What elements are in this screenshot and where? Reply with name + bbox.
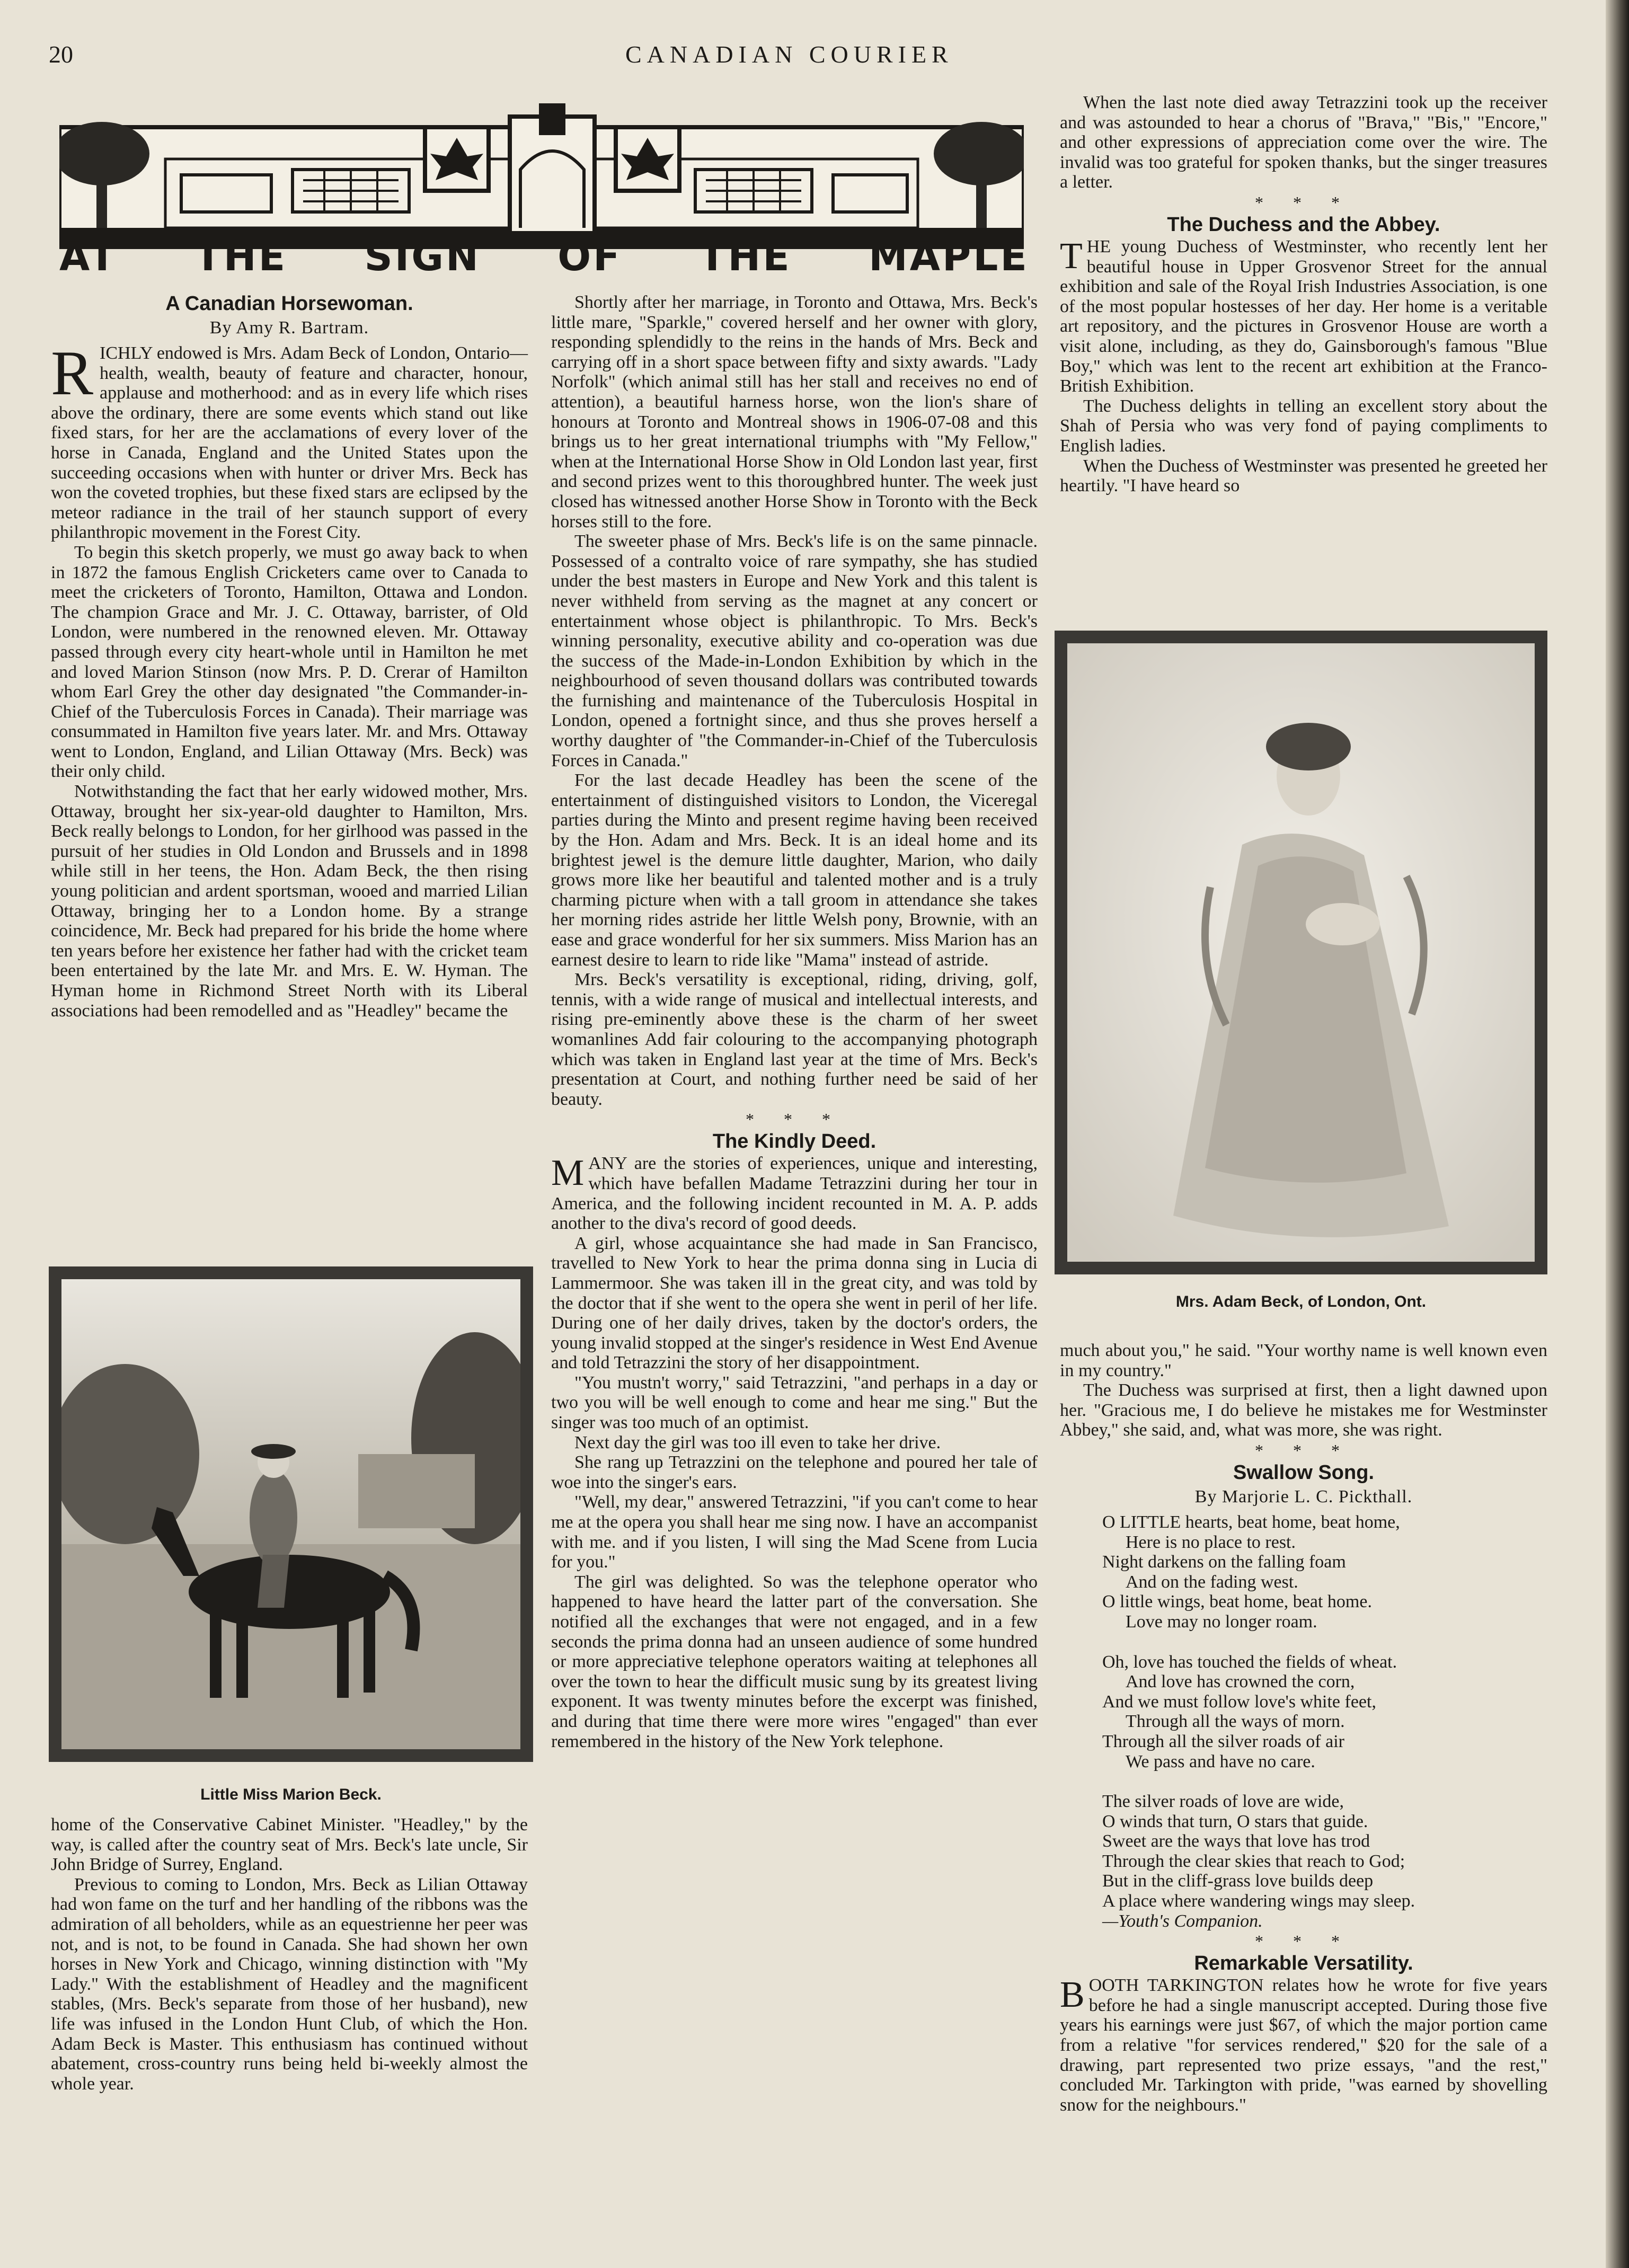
article-paragraph: When the last note died away Tetrazzini took up the receiver and was astounded to hear a chorus of "Brava," "Bis," "Encore," and other expressions of appreciation come over the wire. The invalid was too grateful for spoken thanks, but the singer treasures a letter. [1060,93,1547,192]
poem-line: Oh, love has touched the fields of wheat. [1102,1652,1397,1672]
article-paragraph [1060,237,1547,396]
poem-line: And love has crowned the corn, [1126,1672,1355,1692]
drop-cap: M [551,1153,585,1194]
paragraph-text: ANY are the stories of experiences, unique and interesting, which have befallen Madame Tetrazzini during her tour in America, and the following incident recounted in M. A. P. adds another to the diva's record of good deeds. [551,1154,1038,1234]
photo-mrs-adam-beck [1055,631,1547,1274]
poem-swallow-song [1060,1512,1547,1931]
article-paragraph [551,1154,1038,1233]
page-spine-shadow [1606,0,1629,2268]
article-paragraph [51,338,528,543]
poem-stanza [1102,1512,1547,1632]
maple-banner-illustration [59,95,1024,249]
poem-line: Through all the silver roads of air [1102,1731,1344,1751]
photo-caption-mrs-beck: Mrs. Adam Beck, of London, Ont. [1175,1293,1427,1310]
article-title-kindly-deed: The Kindly Deed. [712,1130,877,1153]
poem-line: We pass and have no care. [1126,1751,1315,1771]
poem-stanza [1102,1652,1547,1772]
poem-line: And on the fading west. [1126,1572,1298,1592]
page-number: 20 [49,41,73,68]
article-paragraph: "You mustn't worry," said Tetrazzini, "and perhaps in a day or two you will be well enough to come and hear me sing." But the singer was too much of an optimist. [551,1372,1038,1433]
section-divider-stars: * * * [1255,192,1352,212]
section-title-word: MAPLE [869,234,1029,280]
poem-stanza [1102,1792,1547,1911]
paragraph-text: HE young Duchess of Westminster, who recently lent her beautiful house in Upper Grosvenor Street for the annual exhibition and sale of the Royal Irish Industries Association, is one of the most popular hostesses of her day. Her home is a veritable art repository, and the pictures in Grosvenor House are worth a visit alone, including, as they do, Gainsborough's famous "Blue Boy," which was lent to the recent art exhibition at the Franco-British Exhibition. [1060,236,1547,396]
poem-line: O LITTLE hearts, beat home, beat home, [1102,1512,1400,1532]
column-1-top [51,291,528,1021]
photo-marion-beck [49,1266,533,1762]
section-title-word: THE [194,234,288,280]
section-divider-stars: * * * [1255,1440,1352,1460]
section-divider-stars: * * * [1255,1932,1352,1951]
section-title-word: THE [698,234,792,280]
article-paragraph: To begin this sketch properly, we must go away back to when in 1872 the famous English Cricketers came over to Canada to meet the cricketers of Toronto, Hamilton, Ottawa and London. The champion Grace and Mr. J. C. Ottaway, barrister, of Old London, were numbered in the renowned eleven. Mr. Ottaway passed through every city heart-whole until in Hamilton he met and loved Marion Stinson (now Mrs. P. D. Crerar of Hamilton whom Earl Grey the other day designated "the Commander-in-Chief of the Tuberculosis Forces in Canada). Their marriage was consummated in Hamilton five years later. Mr. and Mrs. Ottaway went to London, England, and Lilian Ottaway (Mrs. Beck) was their only child. [51,542,528,782]
poem-line: Love may no longer roam. [1126,1611,1317,1632]
poem-line: O winds that turn, O stars that guide. [1102,1811,1368,1831]
section-title-word: OF [557,234,622,280]
poem-line: Through all the ways of morn. [1126,1712,1345,1732]
article-paragraph: Shortly after her marriage, in Toronto and Ottawa, Mrs. Beck's little mare, "Sparkle," covered herself and her owner with glory, responding splendidly to the reins in the hands of Mrs. Beck and carrying off in a short space between fifty and sixty awards. "Lady Norfolk" (which animal still has her stall and receives no end of attention), a beautiful harness horse, won the lion's share of honours at Toronto and Montreal shows in 1906-07-08 and this brings us to her great international triumphs with "My Fellow," when at the International Horse Show in Old London last year, first and second prizes went to this thoroughbred hunter. The week just closed has witnessed another Horse Show in Toronto with the Beck horses still to the fore. [551,293,1038,531]
byline-pickthall: By Marjorie L. C. Pickthall. [1194,1486,1413,1507]
article-paragraph: Mrs. Beck's versatility is exceptional, riding, driving, golf, tennis, with a wide range of musical and intellectual interests, and rising pre-eminently above these is the charm of her sweet womanlines Add fair colouring to the accompanying photograph which was taken in England last year at the time of Mrs. Beck's presentation at Court, and nothing further need be said of her beauty. [551,970,1038,1109]
drop-cap: T [1060,235,1083,277]
drop-cap: B [1060,1974,1085,2016]
article-paragraph: Next day the girl was too ill even to take her drive. [574,1432,941,1452]
poem-line: And we must follow love's white feet, [1102,1691,1376,1712]
portrait-photo [1067,643,1535,1262]
article-title-swallow-song: Swallow Song. [1233,1461,1375,1484]
running-head: CANADIAN COURIER [625,41,953,68]
article-paragraph: Previous to coming to London, Mrs. Beck as Lilian Ottaway had won fame on the turf and her handling of the ribbons was the admiration of all beholders, while as an equestrienne her peer was not, and is not, to be found in Canada. She had shown her own horses in New York and Chicago, winning distinction with "My Lady." With the establishment of Headley and the magnificent stables, (Mrs. Beck's separate from those of her husband), new life was infused in the London Hunt Club, of which the Hon. Adam Beck is Master. This enthusiasm has continued without abatement, cross-country runs being held bi-weekly almost the whole year. [51,1874,528,2094]
column-2 [551,293,1038,1751]
poem-line: Through the clear skies that reach to God; [1102,1851,1405,1871]
article-paragraph: much about you," he said. "Your worthy name is well known even in my country." [1060,1341,1547,1380]
poem-line: Sweet are the ways that love has trod [1102,1831,1370,1851]
article-paragraph: home of the Conservative Cabinet Minister. "Headley," by the way, is called after the country seat of Mrs. Beck's late uncle, Sir John Bridge of Surrey, England. [51,1815,528,1875]
poem-line: O little wings, beat home, beat home. [1102,1592,1372,1612]
paragraph-text: OOTH TARKINGTON relates how he wrote for five years before he had a single manuscript accepted. During those five years his earnings were just $67, of which the major portion came from a relative "for services rendered," $20 for the sale of a drawing, part represented two prize essays, "and the rest," concluded Mr. Tarkington with pride, "was earned by shovelling snow for the neighbours." [1060,1975,1547,2115]
article-paragraph: Notwithstanding the fact that her early widowed mother, Mrs. Ottaway, brought her six-year-old daughter to Hamilton, Mrs. Beck really belongs to London, for her girlhood was passed in the pursuit of her studies in Old London and Brussels and in 1898 while still in her teens, the Hon. Adam Beck, the then rising young politician and ardent sportsman, wooed and married Lilian Ottaway, bringing her to a London home. By a strange coincidence, Mr. Beck had prepared for his bride the home where ten years before her existence her father had with the cricket team been entertained by the late Mr. and Mrs. E. W. Hyman. The Hyman home in Richmond Street North with its Liberal associations had been remodelled and as "Headley" became the [51,782,528,1021]
article-paragraph: For the last decade Headley has been the scene of the entertainment of distinguished visitors to London, the Viceregal parties during the Minto and present regime having been received by the Hon. Adam and Mrs. Beck. It is an ideal home and its brightest jewel is the demure little daughter, Marion, who daily grows more like her beautiful and talented mother and is a truly charming picture when with a tall groom in attendance she takes her morning rides astride her little Welsh pony, Brownie, with an ease and grace wonderful for her six summers. Miss Marion has an earnest desire to learn to ride like "Mama" instead of astride. [551,770,1038,970]
article-paragraph: The girl was delighted. So was the telephone operator who happened to have heard the latter part of the conversation. She notified all the exchanges that were not engaged, and in a few seconds the prima donna had an unseen audience of some hundred or more appreciative telephone operators waiting at telephones all over the town to hear the difficult music sung by its greatest living exponent. It was twenty minutes before the excerpt was finished, and during that time there were more wires "engaged" than ever remembered in the history of the New York telephone. [551,1572,1038,1751]
article-title-duchess: The Duchess and the Abbey. [1167,213,1440,236]
poem-line: Here is no place to rest. [1126,1532,1296,1552]
horse-rider-photo [61,1279,520,1749]
article-paragraph: The Duchess delights in telling an excellent story about the Shah of Persia who was very fond of paying compliments to English ladies. [1060,396,1547,456]
poem-line: A place where wandering wings may sleep. [1102,1891,1415,1911]
drop-cap: R [51,338,94,408]
article-paragraph: The Duchess was surprised at first, then a light dawned upon her. "Gracious me, I do believe he mistakes me for Westminster Abbey," she said, and, what was more, she was right. [1060,1380,1547,1440]
poem-attribution: —Youth's Companion. [1102,1911,1263,1931]
column-3-bottom [1060,1341,1547,2115]
article-title-versatility: Remarkable Versatility. [1194,1952,1413,1975]
column-1-bottom [51,1815,528,2094]
poem-line: But in the cliff-grass love builds deep [1102,1871,1374,1891]
column-3-top [1060,93,1547,496]
section-title-word: AT [59,234,118,280]
article-paragraph [1060,1975,1547,2115]
article-paragraph: "Well, my dear," answered Tetrazzini, "if you can't come to hear me at the opera you shall hear me sing now. I have an accompanist with me. and if you listen, I will sing the Mad Scene from Lucia for you." [551,1492,1038,1572]
article-paragraph: When the Duchess of Westminster was presented he greeted her heartily. "I have heard so [1060,456,1547,496]
article-paragraph: She rang up Tetrazzini on the telephone and poured her tale of woe into the singer's ears. [551,1452,1038,1492]
poem-line: Night darkens on the falling foam [1102,1552,1346,1572]
paragraph-text: ICHLY endowed is Mrs. Adam Beck of London, Ontario—health, wealth, beauty of feature and character, honour, applause and motherhood: and as in every life which rises above the ordinary, there are some events which stand out like fixed stars, for her are the acclamations of every lover of the horse in Canada, England and the United States upon the succeeding occasions when with hunter or driver Mrs. Beck has won the coveted trophies, but these fixed stars are eclipsed by the meteor radiance in the trail of her staunch support of every philanthropic movement in the Forest City. [51,343,528,543]
section-title [59,233,1029,281]
poem-line: The silver roads of love are wide, [1102,1792,1344,1812]
section-title-word: SIGN [364,234,481,280]
article-paragraph: A girl, whose acquaintance she had made in San Francisco, travelled to New York to hear the prima donna sing in Lucia di Lammermoor. She was taken ill in the great city, and was told by the doctor that if she went to the opera she went in peril of her life. During one of her daily drives, taken by the doctor's orders, the young invalid stopped at the singer's residence in West End Avenue and told Tetrazzini the story of her disappointment. [551,1233,1038,1373]
byline-bartram: By Amy R. Bartram. [209,318,369,338]
article-paragraph: The sweeter phase of Mrs. Beck's life is on the same pinnacle. Possessed of a contralto voice of rare sympathy, she has studied under the best masters in Europe and New York and this talent is never withheld from serving as the magnet at any concert or entertainment whose object is philanthropic. To Mrs. Beck's winning personality, executive ability and co-operation was due the success of the Made-in-London Exhibition by which in the neighbourhood of seven thousand dollars was contributed towards the furnishing and maintenance of the Tuberculosis Hospital in London, opened a fortnight since, and thus she proves herself a worthy daughter of "the Commander-in-Chief of the Tuberculosis Forces in Canada." [551,531,1038,770]
section-divider-stars: * * * [746,1110,843,1129]
photo-caption-marion: Little Miss Marion Beck. [200,1786,382,1803]
article-title-horsewoman: A Canadian Horsewoman. [165,293,413,315]
